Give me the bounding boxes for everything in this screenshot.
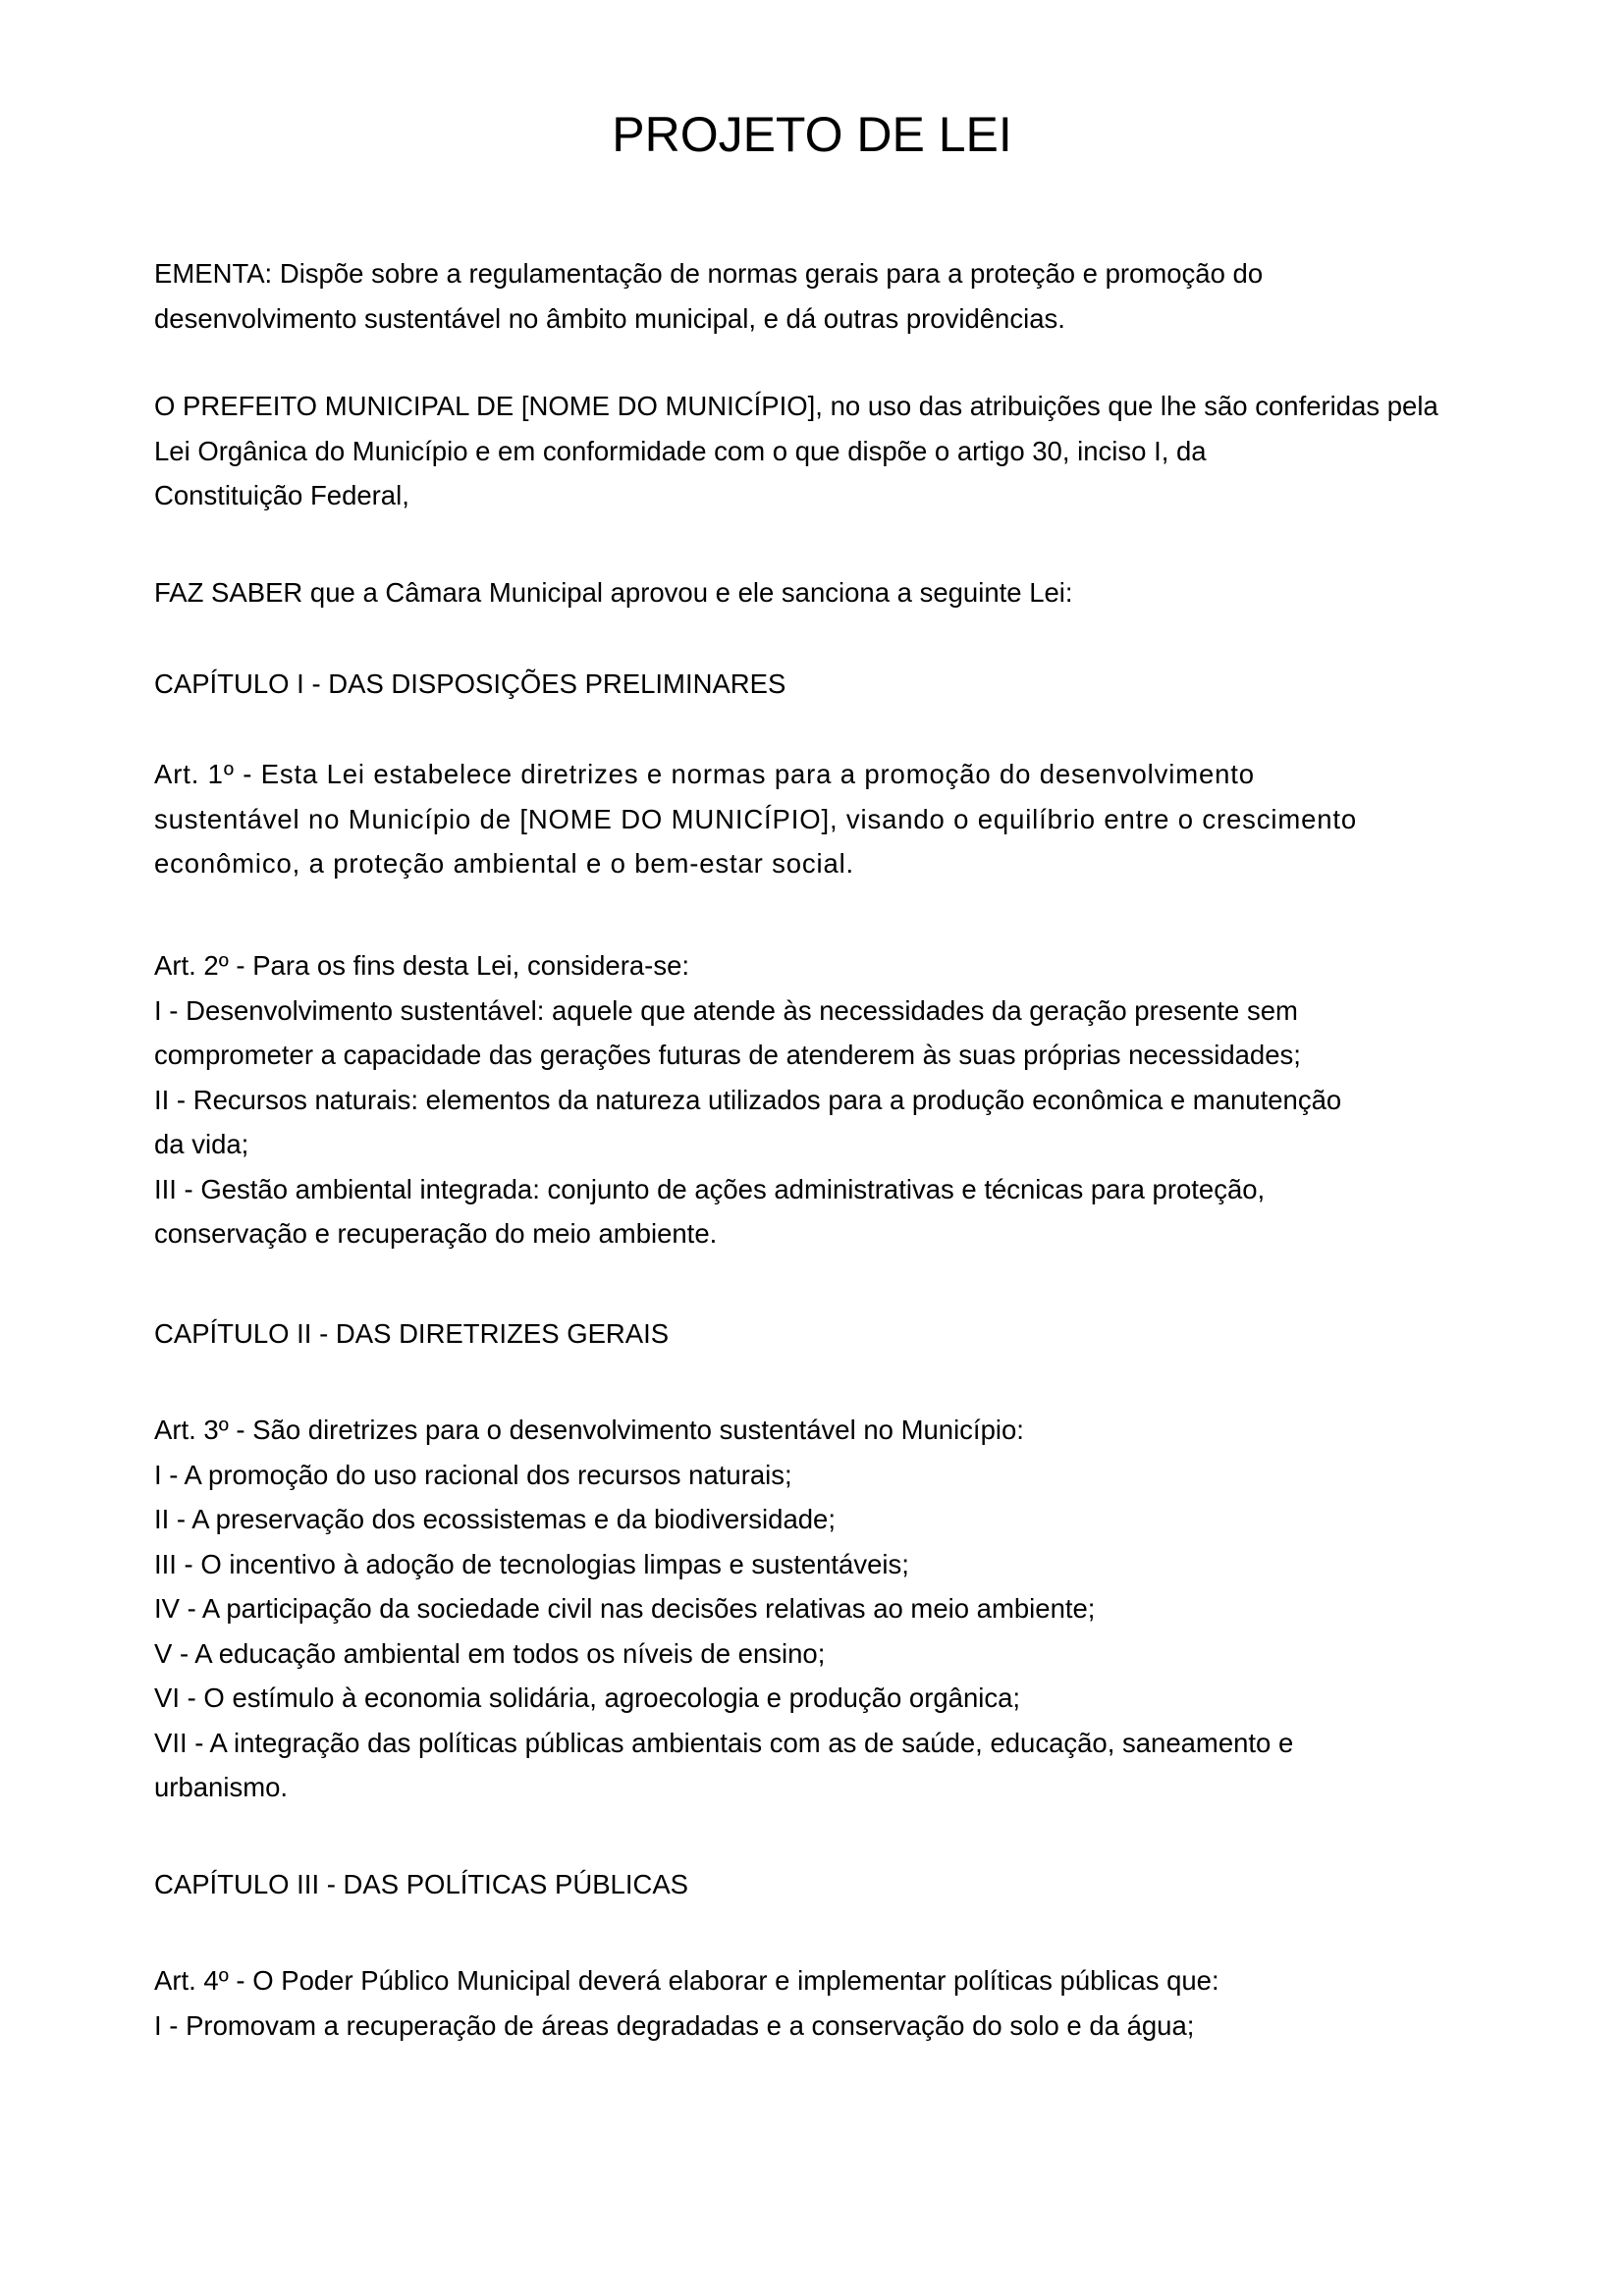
text-line: III - Gestão ambiental integrada: conjunto de ações administrativas e técnicas para proteção, — [154, 1173, 1266, 1204]
text-line: I - A promoção do uso racional dos recursos naturais; — [154, 1459, 792, 1490]
document-title: PROJETO DE LEI — [612, 107, 1012, 162]
text-line: Art. 3º - São diretrizes para o desenvolvimento sustentável no Município: — [154, 1415, 1024, 1445]
text-line: sustentável no Município de [NOME DO MUNICÍPIO], visando o equilíbrio entre o crescimento — [154, 803, 1358, 834]
heading-line: CAPÍTULO I - DAS DISPOSIÇÕES PRELIMINARES — [154, 668, 786, 699]
text-line: O PREFEITO MUNICIPAL DE [NOME DO MUNICÍPIO], no uso das atribuições que lhe são conferidas pela — [154, 391, 1438, 421]
text-line: conservação e recuperação do meio ambiente. — [154, 1218, 718, 1249]
paragraph-art-1 — [154, 752, 1475, 886]
text-line: Lei Orgânica do Município e em conformidade com o que dispõe o artigo 30, inciso I, da — [154, 435, 1207, 466]
heading-line: CAPÍTULO III - DAS POLÍTICAS PÚBLICAS — [154, 1869, 689, 1899]
paragraph-art-2 — [154, 943, 1475, 1256]
text-line: Art. 2º - Para os fins desta Lei, considera-se: — [154, 950, 690, 981]
text-line: comprometer a capacidade das gerações futuras de atenderem às suas próprias necessidades; — [154, 1040, 1301, 1070]
paragraph-art-3 — [154, 1408, 1475, 1810]
paragraph-faz-saber — [154, 570, 1475, 615]
paragraph-ementa — [154, 251, 1475, 341]
text-line: IV - A participação da sociedade civil nas decisões relativas ao meio ambiente; — [154, 1593, 1096, 1624]
text-line: I - Promovam a recuperação de áreas degradadas e a conservação do solo e da água; — [154, 2009, 1195, 2041]
chapter-heading-1 — [154, 662, 1475, 707]
text-line: desenvolvimento sustentável no âmbito municipal, e dá outras providências. — [154, 302, 1065, 334]
text-line: VI - O estímulo à economia solidária, agroecologia e produção orgânica; — [154, 1682, 1021, 1713]
text-line: Art. 1º - Esta Lei estabelece diretrizes e normas para a promoção do desenvolvimento — [154, 759, 1255, 789]
heading-line: CAPÍTULO II - DAS DIRETRIZES GERAIS — [154, 1318, 670, 1349]
text-line: V - A educação ambiental em todos os níveis de ensino; — [154, 1637, 826, 1669]
text-line: Constituição Federal, — [154, 480, 409, 510]
text-line: EMENTA: Dispõe sobre a regulamentação de normas gerais para a proteção e promoção do — [154, 258, 1264, 289]
paragraph-art-4 — [154, 1958, 1475, 2048]
text-line: da vida; — [154, 1129, 249, 1159]
text-line: econômico, a proteção ambiental e o bem-estar social. — [154, 848, 855, 879]
text-line: II - Recursos naturais: elementos da natureza utilizados para a produção econômica e manutenção — [154, 1084, 1342, 1115]
chapter-heading-2 — [154, 1311, 1475, 1357]
text-line: Art. 4º - O Poder Público Municipal deverá elaborar e implementar políticas públicas que: — [154, 1965, 1219, 1996]
text-line: I - Desenvolvimento sustentável: aquele que atende às necessidades da geração presente sem — [154, 994, 1298, 1026]
paragraph-preambulo — [154, 384, 1475, 518]
text-line: II - A preservação dos ecossistemas e da biodiversidade; — [154, 1504, 836, 1534]
text-line: III - O incentivo à adoção de tecnologias limpas e sustentáveis; — [154, 1548, 909, 1579]
text-line: VII - A integração das políticas públicas ambientais com as de saúde, educação, saneamento e — [154, 1727, 1294, 1758]
chapter-heading-3 — [154, 1862, 1475, 1907]
text-line: FAZ SABER que a Câmara Municipal aprovou e ele sanciona a seguinte Lei: — [154, 577, 1073, 608]
text-line: urbanismo. — [154, 1772, 289, 1802]
